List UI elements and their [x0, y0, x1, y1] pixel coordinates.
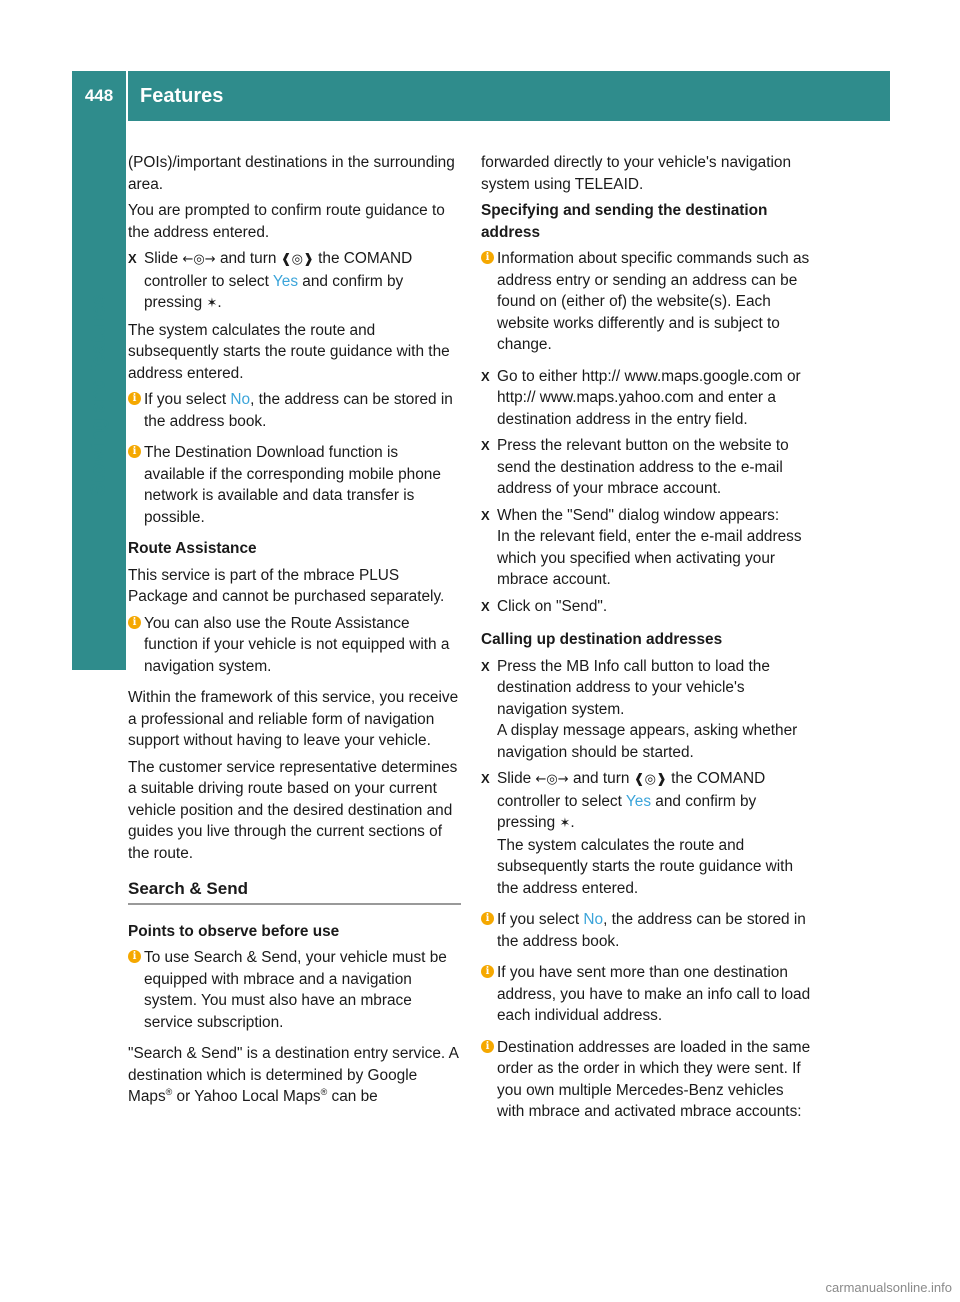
instruction-step: X When the "Send" dialog window appears: In the relevant field, enter the e-mail address which you specified when activating your mbrace account.: [481, 506, 802, 588]
press-controller-icon: ✶: [559, 816, 571, 831]
step-marker-icon: X: [481, 368, 490, 384]
step-marker-icon: X: [481, 771, 490, 786]
press-controller-icon: ✶: [206, 296, 218, 311]
step-marker-icon: X: [481, 438, 490, 453]
step-marker-icon: X: [128, 251, 137, 266]
paragraph: You are prompted to confirm route guidance to the address entered.: [128, 202, 445, 241]
info-note: i Destination addresses are loaded in the same order as the order in which they were sent. If you own multiple Mercedes-Benz vehicles with mbrace and activated mbrace accounts:: [481, 1037, 814, 1123]
instruction-step: X Slide ←◎→ and turn ❰◎❱ the COMAND controller to select Yes and confirm by pressing ✶. The system calculates the route and subsequently starts the route guidance with the address entered.: [481, 770, 794, 897]
info-note: i To use Search & Send, your vehicle must be equipped with mbrace and a navigation system. You must also have an mbrace service subscription.: [128, 947, 461, 1033]
info-icon: i: [481, 965, 494, 978]
slide-controller-icon: ←◎→: [182, 252, 216, 267]
info-icon: i: [481, 1040, 494, 1053]
instruction-step: X Slide ←◎→ and turn ❰◎❱ the COMAND controller to select Yes and confirm by pressing ✶.: [128, 250, 413, 311]
turn-controller-icon: ❰◎❱: [280, 252, 314, 267]
slide-controller-icon: ←◎→: [535, 772, 569, 787]
watermark: carmanualsonline.info: [825, 1280, 952, 1295]
info-icon: i: [481, 251, 494, 264]
instruction-step: X Go to either http:// www.maps.google.com or http:// www.maps.yahoo.com and enter a destination address in the entry field.: [481, 367, 801, 428]
paragraph: Within the framework of this service, you receive a professional and reliable form of navigation support without having to leave your vehicle.: [128, 689, 459, 749]
header-divider: [126, 71, 128, 121]
option-yes: Yes: [625, 792, 652, 810]
paragraph: The system calculates the route and subsequently starts the route guidance with the address entered.: [128, 321, 450, 382]
info-note: i The Destination Download function is available if the corresponding mobile phone network is available and data transfer is possible.: [128, 442, 461, 528]
instruction-step: X Click on "Send".: [481, 596, 814, 618]
paragraph: "Search & Send" is a destination entry service. A destination which is determined by Google Maps® or Yahoo Local Maps® can be: [128, 1045, 459, 1105]
page-number: 448: [84, 86, 114, 105]
paragraph: The customer service representative determines a suitable driving route based on your current vehicle position and the desired destination and guides you live through the current sections of the route.: [128, 758, 458, 862]
info-icon: i: [128, 392, 141, 405]
info-note: i If you have sent more than one destination address, you have to make an info call to load each individual address.: [481, 962, 814, 1027]
info-note: i If you select No, the address can be stored in the address book.: [128, 389, 461, 432]
instruction-step: X Press the relevant button on the website to send the destination address to the e-mail address of your mbrace account.: [481, 437, 789, 497]
info-icon: i: [481, 912, 494, 925]
right-column: [481, 152, 814, 1133]
step-marker-icon: X: [481, 598, 490, 614]
turn-controller-icon: ❰◎❱: [633, 772, 667, 787]
step-marker-icon: X: [481, 507, 490, 523]
option-yes: Yes: [272, 272, 299, 290]
paragraph: (POIs)/important destinations in the surrounding area.: [128, 154, 455, 193]
subheading: Points to observe before use: [128, 922, 340, 940]
chapter-title: Stowing and features: [87, 293, 110, 497]
subheading: Route Assistance: [128, 540, 257, 557]
paragraph: This service is part of the mbrace PLUS Package and cannot be purchased separately.: [128, 566, 445, 605]
step-marker-icon: X: [481, 658, 490, 674]
subheading: Calling up destination addresses: [481, 631, 723, 648]
option-no: No: [230, 391, 251, 408]
option-no: No: [583, 911, 604, 928]
instruction-step: X Press the MB Info call button to load the destination address to your vehicle's navigation system. A display message appears, asking whether navigation should be started.: [481, 657, 798, 761]
info-icon: i: [128, 616, 141, 629]
info-note: i You can also use the Route Assistance function if your vehicle is not equipped with a navigation system.: [128, 613, 461, 678]
section-title: Features: [140, 84, 224, 107]
info-note: i If you select No, the address can be stored in the address book.: [481, 909, 814, 952]
info-note: i Information about specific commands such as address entry or sending an address can be found on (either of) the website(s). Each website works differently and is subject to change.: [481, 248, 814, 356]
info-icon: i: [128, 950, 141, 963]
left-column: [128, 152, 461, 1113]
paragraph: forwarded directly to your vehicle's navigation system using TELEAID.: [481, 154, 792, 193]
section-heading: Search & Send: [128, 878, 461, 905]
subheading: Specifying and sending the destination address: [481, 202, 768, 241]
info-icon: i: [128, 445, 141, 458]
